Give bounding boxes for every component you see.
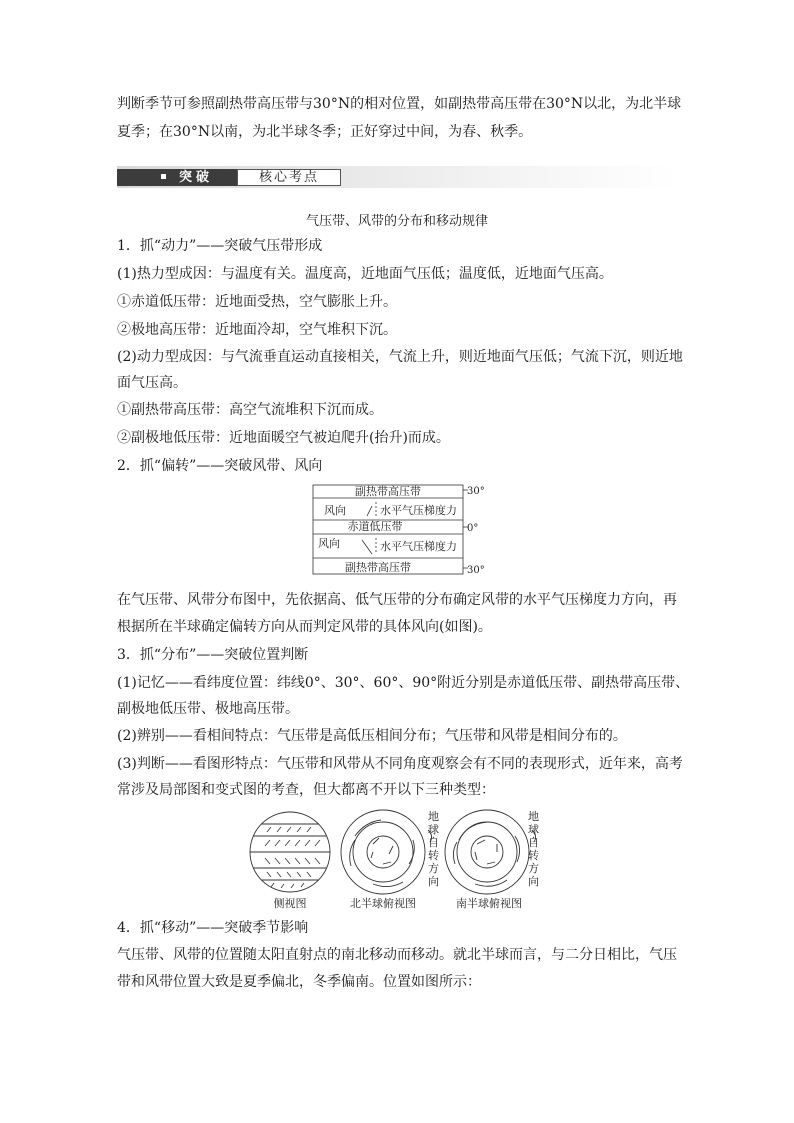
section-banner (117, 166, 677, 188)
belt-label-mid: 赤道低压带 (347, 520, 403, 533)
banner-label: 核心考点 (237, 169, 341, 186)
heading-3: 3．抓“分布”——突破位置判断 (117, 647, 309, 663)
banner-tag-text: 突破 (179, 170, 214, 185)
paragraph: (2)辨别——看相间特点：气压带是高低压相间分布；气压带和风带是相间分布的。 (117, 728, 627, 744)
paragraph: (1)热力型成因：与温度有关。温度高，近地面气压低；温度低，近地面气压高。 (117, 266, 613, 282)
force-label-1: 水平气压梯度力 (380, 504, 457, 517)
paragraph: (1)记忆——看纬度位置：纬线0°、30°、60°、90°附近分别是赤道低压带、副热带高压带、 (117, 675, 690, 691)
banner-tag (117, 169, 237, 186)
section-title: 气压带、风带的分布和移动规律 (305, 214, 488, 229)
paragraph: ①赤道低压带：近地面受热，空气膨胀上升。 (117, 294, 397, 310)
heading-2: 2．抓“偏转”——突破风带、风向 (117, 458, 323, 474)
lat-label-bottom: 30° (467, 565, 485, 576)
wind-label-2: 风向 (318, 537, 340, 550)
north-view-globe (341, 810, 425, 894)
paragraph: (2)动力型成因：与气流垂直运动直接相关，气流上升，则近地面气压低；气流下沉，则近地 (117, 349, 683, 365)
wind-label-1: 风向 (324, 504, 346, 517)
intro-line-1: 判断季节可参照副热带高压带与30°N的相对位置，如副热带高压带在30°N以北，为北半球 (117, 96, 682, 112)
wind-belt-diagram (310, 482, 490, 580)
rotation-label-south: 地球自转方向 (528, 810, 539, 888)
heading-1: 1．抓“动力”——突破气压带形成 (117, 238, 323, 254)
rotation-label-north: 地球自转方向 (428, 810, 439, 888)
paragraph: (3)判断——看图形特点：气压带和风带从不同角度观察会有不同的表现形式，近年来，高考 (117, 756, 683, 772)
paragraph: 根据所在半球确定偏转方向从而判定风带的具体风向(如图)。 (117, 619, 492, 635)
paragraph: 面气压高。 (117, 375, 187, 391)
force-label-2: 水平气压梯度力 (380, 540, 457, 553)
paragraph: ②极地高压带：近地面冷却，空气堆积下沉。 (117, 322, 397, 338)
paragraph: 气压带、风带的位置随太阳直射点的南北移动而移动。就北半球而言，与二分日相比，气压 (117, 947, 677, 963)
paragraph: 常涉及局部图和变式图的考查，但大都离不开以下三种类型： (117, 782, 495, 798)
lat-label-top: 30° (467, 486, 485, 497)
belt-label-top: 副热带高压带 (355, 485, 421, 498)
south-view-caption: 南半球俯视图 (456, 897, 522, 910)
paragraph: 在气压带、风带分布图中，先依据高、低气压带的分布确定风带的水平气压梯度力方向，再 (117, 592, 677, 608)
belt-label-bottom: 副热带高压带 (345, 561, 411, 574)
lat-label-mid: 0° (467, 523, 479, 534)
north-view-caption: 北半球俯视图 (350, 897, 416, 910)
paragraph: ①副热带高压带：高空气流堆积下沉而成。 (117, 402, 383, 418)
paragraph: ②副极地低压带：近地面暖空气被迫爬升(抬升)而成。 (117, 430, 450, 446)
side-view-caption: 侧视图 (273, 897, 307, 910)
square-icon (161, 174, 166, 179)
intro-line-2: 夏季；在30°N以南，为北半球冬季；正好穿过中间，为春、秋季。 (117, 124, 533, 140)
paragraph: 带和风带位置大致是夏季偏北，冬季偏南。位置如图所示： (117, 974, 481, 990)
paragraph: 副极地低压带、极地高压带。 (117, 701, 299, 717)
heading-4: 4．抓“移动”——突破季节影响 (117, 920, 309, 936)
south-view-globe (445, 810, 529, 894)
earth-views-diagram (245, 806, 555, 911)
